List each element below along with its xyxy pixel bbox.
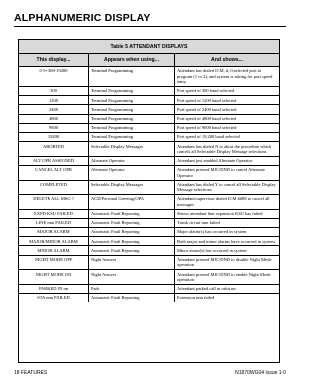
cell-display: MINOR ALARM <box>19 246 89 254</box>
cell-display: MAJOR/MINOR ALARM <box>19 237 89 245</box>
table-row <box>19 256 279 271</box>
cell-display: CANCEL ALT OPR <box>19 166 89 180</box>
cell-appears-when: Terminal Programming <box>89 133 175 141</box>
cell-display: DELETE ALL MSG ? <box>19 195 89 209</box>
table-header-row <box>19 54 279 67</box>
cell-display: NIGHT MODE ON <box>19 270 89 284</box>
cell-display: NIGHT MODE OFF <box>19 256 89 270</box>
table-row <box>19 270 279 285</box>
cell-display: PARKED IN nn <box>19 285 89 293</box>
cell-appears-when: Park <box>89 285 175 293</box>
table-row <box>19 246 279 255</box>
table-row <box>19 228 279 237</box>
cell-shows: Extension nnn failed <box>177 295 215 301</box>
cell-shows: Attendant/supervisor dialed ICM ##88 to cancel all messages <box>177 196 270 207</box>
cell-appears-when: Alternate Operator <box>89 157 175 165</box>
cell-display: 1200 <box>19 96 89 104</box>
cell-display: 300 <box>19 87 89 95</box>
table-row <box>19 105 279 114</box>
column-header-appears-when: Appears when using... <box>89 54 175 66</box>
cell-shows: Attendant just enabled Alternate Operator <box>177 158 253 164</box>
cell-shows: Port speed of 2400 baud selected <box>177 106 237 112</box>
cell-shows: Attendant has dialed N to abort the procedure which cancels all Selectable Display Message selections <box>177 143 272 154</box>
cell-shows: Trunk circuit nnn failed <box>177 220 220 226</box>
cell-appears-when: Automatic Fault Reporting <box>89 237 175 245</box>
cell-display: ALT OPR ASSIGNED <box>19 157 89 165</box>
cell-shows: Port speed of 300 baud selected <box>177 88 235 94</box>
cell-appears-when: Terminal Programming <box>89 96 175 104</box>
table-row <box>19 210 279 219</box>
cell-shows: Attendant parked call in orbit nn <box>177 286 236 292</box>
cell-shows: Shows attendant that expansion KSU has failed <box>177 211 263 217</box>
table-row <box>19 294 279 302</box>
table-row <box>19 115 279 124</box>
cell-appears-when: Terminal Programming <box>89 87 175 95</box>
cell-appears-when: Terminal Programming <box>89 115 175 123</box>
cell-appears-when: Automatic Fault Reporting <box>89 228 175 236</box>
footer-doc-id: N1870WG04 Issue 1-0 <box>235 370 286 376</box>
cell-display: 19200 <box>19 133 89 141</box>
cell-shows: Port speed of 4800 baud selected <box>177 115 237 121</box>
table-row <box>19 195 279 210</box>
cell-shows: Attendant pressed MIC/DND to cancel Alternate Operator <box>177 167 265 178</box>
cell-appears-when: ACD/Personal Greeting/OPA <box>89 195 175 209</box>
cell-display: 9600 <box>19 124 89 132</box>
cell-appears-when: Night Answer <box>89 256 175 270</box>
cell-display: COMPLETED <box>19 181 89 195</box>
cell-shows: Both major and minor alarms have occurred in system <box>177 238 275 244</box>
cell-display: MAJOR ALARM <box>19 228 89 236</box>
table-caption: Table 5 ATTENDANT DISPLAYS <box>19 40 279 54</box>
table-row <box>19 157 279 166</box>
cell-appears-when: Selectable Display Messages <box>89 181 175 195</box>
cell-appears-when: Alternate Operator <box>89 166 175 180</box>
cell-display: EXPD KSU FAILED <box>19 210 89 218</box>
cell-appears-when: Terminal Programming <box>89 67 175 86</box>
cell-appears-when: Automatic Fault Reporting <box>89 246 175 254</box>
cell-appears-when: Automatic Fault Reporting <box>89 294 175 302</box>
table-body <box>19 67 279 302</box>
cell-shows: Attendant has dialed ICM, #, 0,selected port to program (1 or 2), and system is asking for port speed entry <box>177 68 273 85</box>
table-row <box>19 96 279 105</box>
page-title: ALPHANUMERIC DISPLAY <box>14 12 151 24</box>
cell-shows: Attendant has dialed Y to cancel all Selectable Display Message selections <box>177 181 276 193</box>
column-header-display: This display... <box>19 54 89 66</box>
cell-display: 2400 <box>19 105 89 113</box>
cell-shows: Minor alarm(s) has occurred in system <box>177 247 247 253</box>
cell-display: LINE nnn FAILED <box>19 219 89 227</box>
table-row <box>19 219 279 228</box>
cell-appears-when: Automatic Fault Reporting <box>89 210 175 218</box>
cell-display: 4800 <box>19 115 89 123</box>
attendant-displays-table <box>18 39 280 363</box>
cell-shows: Port speed of 19,200 baud selected <box>177 134 240 140</box>
cell-appears-when: Night Answer <box>89 270 175 284</box>
cell-appears-when: Terminal Programming <box>89 124 175 132</box>
table-row <box>19 181 279 196</box>
table-row <box>19 237 279 246</box>
table-row <box>19 124 279 133</box>
table-row <box>19 166 279 181</box>
table-row <box>19 67 279 87</box>
cell-display: 0-5+300-19200 <box>19 67 89 86</box>
footer-page-label: 18 FEATURES <box>14 370 48 376</box>
column-header-shows: And shows... <box>211 57 243 63</box>
header-divider <box>14 26 286 27</box>
cell-shows: Port speed of 1200 baud selected <box>177 97 237 103</box>
cell-shows: Major alarm(s) has occurred in system <box>177 229 247 235</box>
cell-appears-when: Automatic Fault Reporting <box>89 219 175 227</box>
cell-shows: Attendant pressed MIC/DND to enable Night Mode operation <box>177 271 271 283</box>
table-row <box>19 87 279 96</box>
cell-shows: Port speed of 9600 baud selected <box>177 125 237 131</box>
cell-shows: Attendant pressed MIC/DND to disable Night Mode operation <box>177 257 272 268</box>
table-row <box>19 285 279 294</box>
table-row <box>19 133 279 142</box>
cell-display: STA nnn FAILED <box>19 294 89 302</box>
cell-appears-when: Terminal Programming <box>89 105 175 113</box>
table-row <box>19 142 279 157</box>
cell-display: ABORTED <box>19 142 89 156</box>
cell-appears-when: Selectable Display Messages <box>89 142 175 156</box>
